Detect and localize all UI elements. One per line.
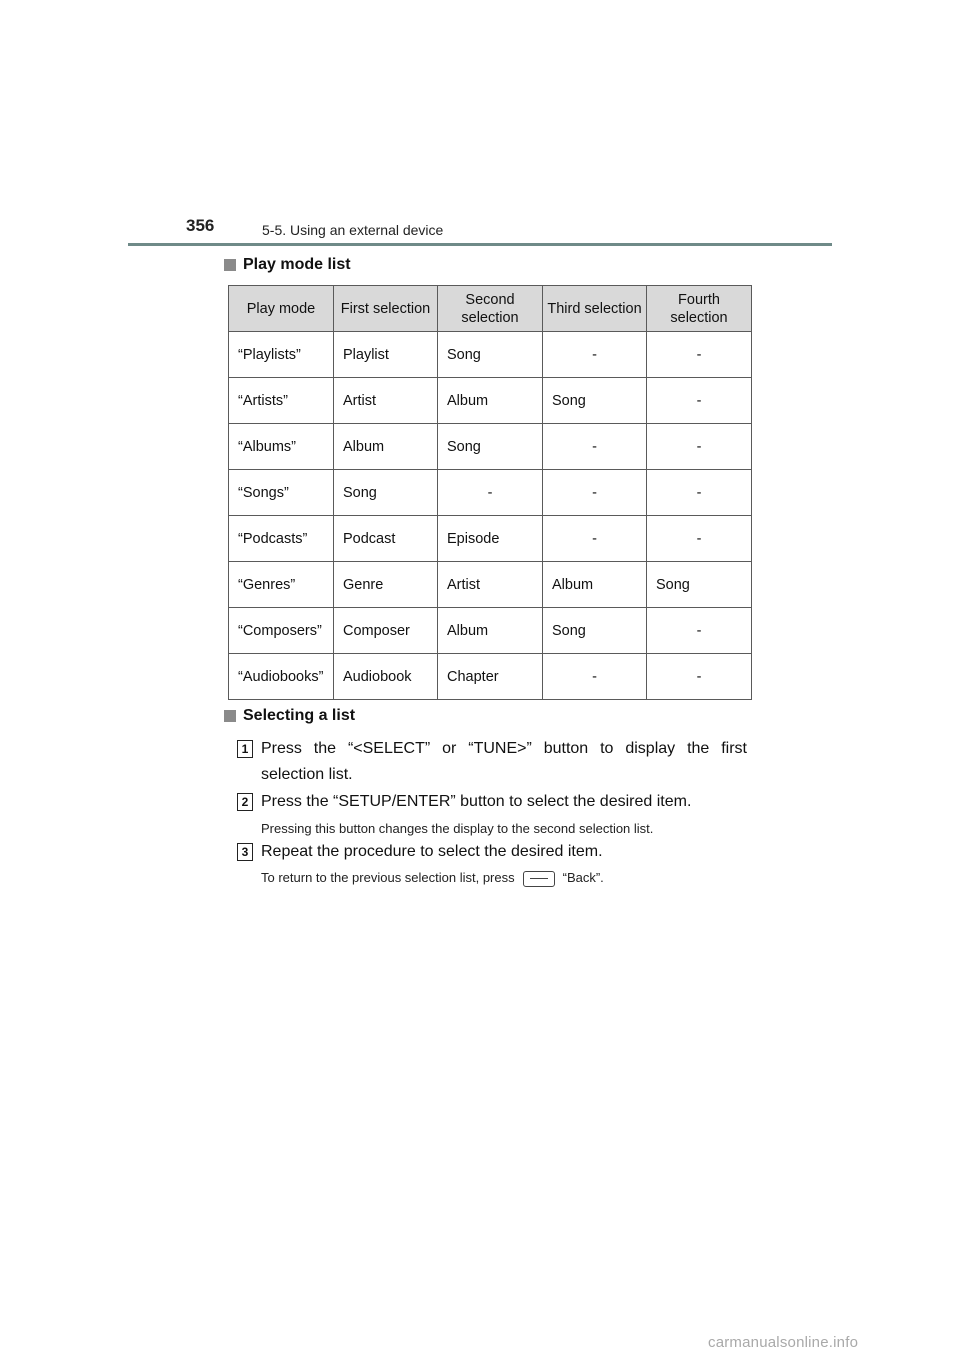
table-cell: “Podcasts” <box>229 516 334 562</box>
table-cell: - <box>543 332 647 378</box>
step-1-text: Press the “<SELECT” or “TUNE>” button to display the first selection list. <box>261 740 747 783</box>
table-header-row <box>229 286 752 332</box>
watermark: carmanualsonline.info <box>708 1334 859 1351</box>
table-cell: Album <box>438 608 543 654</box>
table-cell: Chapter <box>438 654 543 700</box>
table-cell: Song <box>543 608 647 654</box>
table-cell: Artist <box>438 562 543 608</box>
table-cell: Podcast <box>334 516 438 562</box>
table-cell: Episode <box>438 516 543 562</box>
table-cell: - <box>543 424 647 470</box>
page-number: 356 <box>186 216 215 235</box>
table-cell: - <box>647 424 752 470</box>
table-cell: Audiobook <box>334 654 438 700</box>
table-cell: - <box>647 608 752 654</box>
table-cell: Playlist <box>334 332 438 378</box>
play-mode-heading <box>224 256 351 274</box>
step-3 <box>237 839 747 865</box>
table-cell: “Albums” <box>229 424 334 470</box>
table-cell: “Playlists” <box>229 332 334 378</box>
table-row <box>229 378 752 424</box>
square-bullet-icon <box>224 259 236 271</box>
table-cell: - <box>543 516 647 562</box>
step-3-note-before: To return to the previous selection list, press <box>261 870 515 885</box>
table-cell: Album <box>334 424 438 470</box>
step-3-note <box>261 870 604 887</box>
table-cell: Artist <box>334 378 438 424</box>
step-1 <box>237 736 747 788</box>
table-cell: Album <box>438 378 543 424</box>
table-row <box>229 332 752 378</box>
step-2-note: Pressing this button changes the display to the second selection list. <box>261 821 654 836</box>
table-cell: - <box>543 470 647 516</box>
table-cell: Album <box>543 562 647 608</box>
table-cell: - <box>647 332 752 378</box>
table-cell: “Audiobooks” <box>229 654 334 700</box>
square-bullet-icon <box>224 710 236 722</box>
table-cell: - <box>438 470 543 516</box>
col-header-second-selection: Second selection <box>438 286 543 332</box>
col-header-play-mode: Play mode <box>229 286 334 332</box>
back-button-icon <box>523 871 555 887</box>
step-3-note-after: “Back”. <box>562 870 604 885</box>
step-number-badge: 3 <box>237 843 253 861</box>
step-2-text: Press the “SETUP/ENTER” button to select the desired item. <box>261 793 692 810</box>
table-cell: “Artists” <box>229 378 334 424</box>
table-row <box>229 424 752 470</box>
table-cell: “Songs” <box>229 470 334 516</box>
table-cell: - <box>647 516 752 562</box>
table-row <box>229 470 752 516</box>
section-title: 5-5. Using an external device <box>262 222 444 238</box>
table-cell: Song <box>543 378 647 424</box>
col-header-third-selection: Third selection <box>543 286 647 332</box>
table-cell: “Genres” <box>229 562 334 608</box>
step-3-text: Repeat the procedure to select the desired item. <box>261 843 603 860</box>
table-cell: Song <box>438 424 543 470</box>
table-cell: Song <box>438 332 543 378</box>
step-number-badge: 2 <box>237 793 253 811</box>
table-cell: - <box>647 378 752 424</box>
table-cell: - <box>647 654 752 700</box>
table-cell: Composer <box>334 608 438 654</box>
table-row <box>229 654 752 700</box>
play-mode-table <box>228 285 752 700</box>
step-number-badge: 1 <box>237 740 253 758</box>
selecting-list-heading-text: Selecting a list <box>243 707 356 724</box>
table-row <box>229 516 752 562</box>
table-row <box>229 608 752 654</box>
table-cell: “Composers” <box>229 608 334 654</box>
step-2 <box>237 789 747 815</box>
header-rule <box>128 243 832 246</box>
table-cell: Genre <box>334 562 438 608</box>
table-cell: - <box>647 470 752 516</box>
table-cell: - <box>543 654 647 700</box>
col-header-first-selection: First selection <box>334 286 438 332</box>
col-header-fourth-selection: Fourth selection <box>647 286 752 332</box>
table-cell: Song <box>334 470 438 516</box>
table-cell: Song <box>647 562 752 608</box>
play-mode-heading-text: Play mode list <box>243 256 351 273</box>
selecting-list-heading <box>224 707 355 725</box>
table-row <box>229 562 752 608</box>
